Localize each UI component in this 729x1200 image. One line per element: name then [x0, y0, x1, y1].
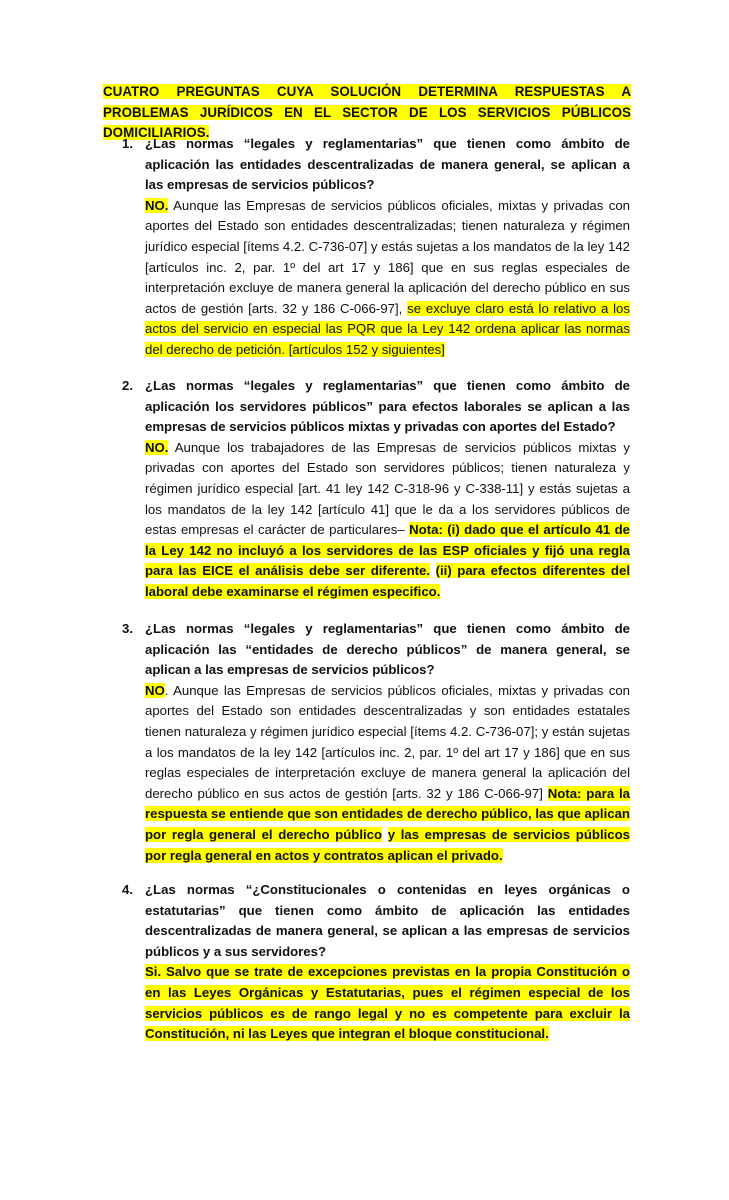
- answer-label: NO.: [145, 439, 169, 455]
- answer-paragraph: [145, 681, 630, 866]
- item-number: 4.: [122, 882, 133, 897]
- question-text: ¿Las normas “legales y reglamentarias” que tienen como ámbito de aplicación los servidores públicos” para efectos laborales se aplican a las empresas de servicios públicos mixtas y privadas con aportes del Estado?: [145, 378, 630, 435]
- item-number: 3.: [122, 621, 133, 636]
- item-body: [145, 880, 630, 1045]
- item-number: 2.: [122, 378, 133, 393]
- title-text: CUATRO PREGUNTAS CUYA SOLUCIÓN DETERMINA RESPUESTAS A PROBLEMAS JURÍDICOS EN EL SECTOR DE LOS SERVICIOS PÚBLICOS DOMICILIARIOS.: [103, 84, 631, 140]
- answer-text: Aunque las Empresas de servicios públicos oficiales, mixtas y privadas con aportes del Estado son entidades descentralizadas; tienen naturaleza y régimen jurídico especial [ítems 4.2. C-736-07] y estás sujetas a los mandatos de la ley 142 [artículos inc. 2, par. 1º del art 17 y 186] que en sus reglas especiales de interpretación excluye de manera general la aplicación del derecho público en sus actos de gestión [arts. 32 y 186 C-066-97],: [145, 197, 630, 316]
- answer-paragraph: [145, 962, 630, 1044]
- item-number: 1.: [122, 136, 133, 151]
- item-body: [145, 134, 630, 361]
- answer-paragraph: [145, 438, 630, 603]
- answer-text: Aunque los trabajadores de las Empresas de servicios públicos mixtas y privadas con aportes del Estado son servidores públicos; tienen naturaleza y régimen jurídico especial [art. 41 ley 142 C-318-96 y C-338-11] y estás sujetas a los mandatos de la ley 142 [artículo 41] que le da a los servidores públicos de estas empresas el carácter de particulares–: [145, 439, 630, 538]
- answer-note-1: Nota: (i) dado que el artículo 41 de la Ley 142 no incluyó a los servidores de las ESP oficiales y fijó una regla para las EICE el análisis debe ser diferente.: [145, 522, 630, 579]
- answer-label: NO.: [145, 197, 169, 213]
- answer-highlight: Si. Salvo que se trate de excepciones previstas en la propia Constitución o en las Leyes Orgánicas y Estatutarias, pues el régimen especial de los servicios públicos es de rango legal y no es competente para excluir la Constitución, ni las Leyes que integran el bloque constitucional.: [145, 964, 630, 1042]
- answer-note-1: Nota: para la respuesta se entiende que son entidades de derecho público, las que aplican por regla general el derecho público: [145, 785, 630, 842]
- answer-highlight: se excluye claro está lo relativo a los actos del servicio en especial las PQR que la Ley 142 ordena aplicar las normas del derecho de petición. [artículos 152 y siguientes]: [145, 300, 630, 357]
- question-text: ¿Las normas “legales y reglamentarias” que tienen como ámbito de aplicación las “entidades de derecho públicos” de manera general, se aplican a las empresas de servicios públicos?: [145, 621, 630, 678]
- answer-note-2: y las empresas de servicios públicos por regla general en actos y contratos aplican el privado.: [145, 826, 630, 863]
- item-body: [145, 619, 630, 866]
- answer-label: NO: [145, 682, 165, 698]
- question-text: ¿Las normas “legales y reglamentarias” que tienen como ámbito de aplicación las entidades descentralizadas de manera general, se aplican a las empresas de servicios públicos?: [145, 136, 630, 193]
- item-body: [145, 376, 630, 603]
- answer-note-2: (ii) para efectos diferentes del laboral debe examinarse el régimen especifico.: [145, 563, 630, 599]
- answer-paragraph: [145, 196, 630, 361]
- question-text: ¿Las normas “¿Constitucionales o contenidas en leyes orgánicas o estatutarias” que tienen como ámbito de aplicación las entidades descentralizadas de manera general, se aplican a las empresas de servicios públicos y a sus servidores?: [145, 882, 630, 959]
- answer-text: . Aunque las Empresas de servicios públicos oficiales, mixtas y privadas con aportes del Estado son entidades descentralizadas y son entidades estatales tienen naturaleza y régimen jurídico especial [ítems 4.2. C-736-07]; y están sujetas a los mandatos de la ley 142 [artículos inc. 2, par. 1º del art 17 y 186] que en sus reglas especiales de interpretación excluye de manera general la aplicación del derecho público en sus actos de gestión [arts. 32 y 186 C-066-97]: [145, 682, 630, 801]
